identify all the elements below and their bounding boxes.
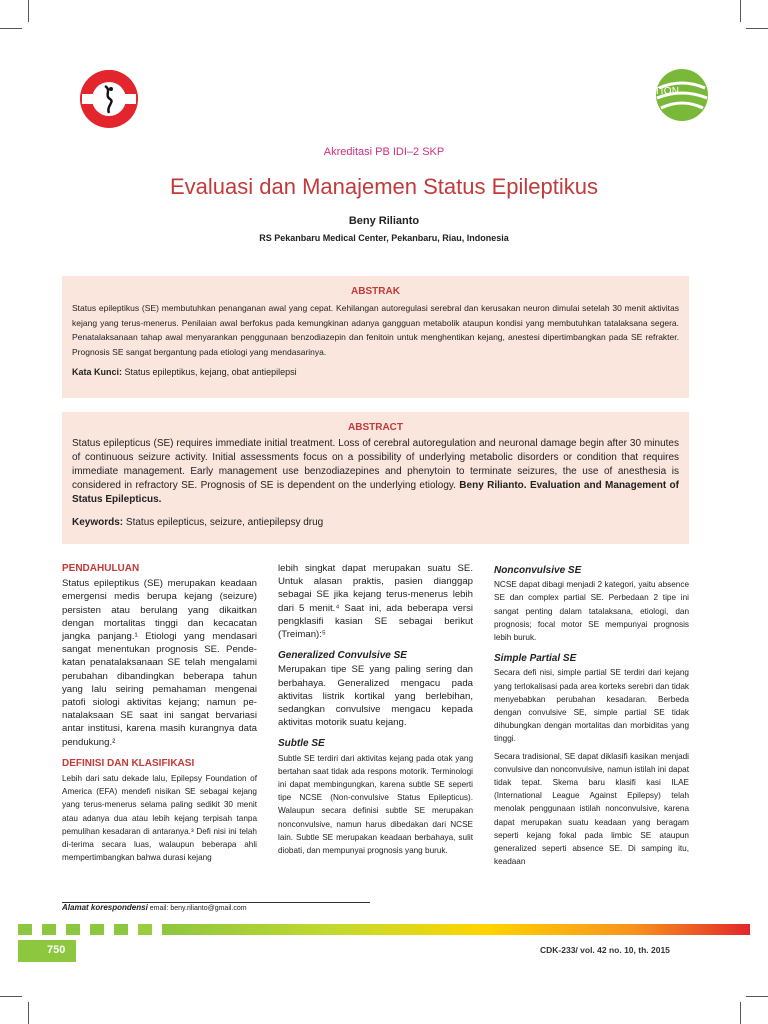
keywords-text: Status epilepticus, seizure, antiepilepsy drug (123, 517, 324, 528)
correspondence-label: Alamat korespondensi (62, 903, 148, 912)
paragraph: Lebih dari satu dekade lalu, Epilepsy Foundation of America (EFA) mendefi nisikan SE sebagai kejang yang terus-menerus selama paling sedikit 30 menit atau adanya dua atau lebih kejang terpisah tanpa pemulihan kesadaran di antaranya.³ Defi nisi ini telah di-terima secara luas, walaupun beberapa ahli mempertimbangkan bahwa durasi kejang (62, 774, 257, 863)
paragraph: lebih singkat dapat merupakan suatu SE. Untuk alasan praktis, pasien dianggap sebagai SE jika kejang terus-menerus lebih dari 5 menit.⁴ Saat ini, ada beberapa versi pengklasifi kasian SE sebagai berikut (Treiman):⁵ (278, 563, 473, 641)
abstrak-keywords (72, 367, 679, 377)
crop-mark (740, 1002, 741, 1024)
author-name: Beny Rilianto (348, 215, 420, 227)
abstrak-box (62, 276, 689, 398)
crop-mark (746, 996, 768, 997)
abstract-text: Status epilepticus (SE) requires immediate initial treatment. Loss of cerebral autoregulation and neuronal damage begin after 30 minutes of continuous seizure activity. Initial assessments focus on a possibility of underlying metabolic disorders or condition that requires immediate management. Early management use benzodiazepines and phenytoin to terminate seizures, the use of anesthesia is considered in refractory SE. Prognosis of SE is dependent on the underlying etiology. (72, 438, 679, 491)
abstract-keywords (72, 517, 679, 528)
correspondence-note (62, 903, 247, 912)
crop-mark (0, 996, 22, 997)
crop-mark (0, 28, 22, 29)
footer-color-stripe (18, 924, 750, 935)
paragraph: NCSE dapat dibagi menjadi 2 kategori, yaitu absence SE dan complex partial SE. Perbedaan 2 tipe ini sangat penting dalam tatalaksana, etiologi, dan prognosis; focal motor SE mempunyai prognosis lebih buruk. (494, 580, 689, 643)
abstract-citation: Beny Rilianto. Evaluation and Management of Status Epilepticus. (72, 480, 679, 505)
crop-mark (28, 0, 29, 22)
crop-mark (746, 28, 768, 29)
abstrak-body: Status epileptikus (SE) membutuhkan penanganan awal yang cepat. Kehilangan autoregulasi serebral dan kerusakan neuron dimulai setelah 30 menit aktivitas kejang yang terus-menerus. Penilaian awal berfokus pada kemungkinan adanya gangguan metabolik ataupun kondisi yang membutuhkan tatalaksana segera. Penatalaksanaan tahap awal menyarankan penggunaan benzodiazepin dan fenitoin untuk menghentikan kejang, anestesi dipertimbangkan pada SE refrakter. Prognosis SE sangat bergantung pada etiologi yang mendasarinya. (72, 303, 679, 357)
abstract-heading: ABSTRACT (348, 422, 403, 433)
correspondence-email[interactable]: email: beny.rilianto@gmail.com (147, 905, 247, 912)
paragraph: Status epileptikus (SE) merupakan keadaan emergensi medis berupa kejang (seizure) persisten atau berulang yang dikaitkan dengan mortalitas tinggi dan kecacatan jangka panjang.¹ Etiologi yang mendasari sangat menentukan prognosis SE. Pende-katan penatalaksanaan SE telah mengalami perubahan dibandingkan beberapa tahun yang lalu seiring pemahaman mengenai patofi siologi aktivitas kejang; namun pe-natalaksaan SE saat ini sangat bervariasi antar institusi, karena masih kurangnya data pendukung.² (62, 578, 257, 748)
page-number: 750 (18, 940, 76, 962)
journal-citation: CDK-233/ vol. 42 no. 10, th. 2015 (540, 945, 670, 955)
abstract-body (72, 437, 679, 507)
subheading-subtle: Subtle SE (278, 738, 325, 750)
paragraph: Merupakan tipe SE yang paling sering dan berbahaya. Generalized mengacu pada aktivitas listrik kortikal yang berlebihan, sedangkan convulsive mengacu kepada aktivitas motorik suatu kejang. (278, 664, 473, 729)
text-column-2 (278, 562, 473, 861)
section-heading-definisi: DEFINISI DAN KLASIFIKASI (62, 757, 195, 769)
journal-logo-icon (78, 68, 140, 130)
subheading-simple-partial: Simple Partial SE (494, 653, 577, 665)
text-column-1 (62, 562, 257, 868)
keywords-label: Kata Kunci: (72, 367, 123, 378)
abstract-box (62, 412, 689, 544)
paragraph: Subtle SE terdiri dari aktivitas kejang pada otak yang bertahan saat tidak ada respons motorik. Terminologi ini dapat membingungkan, karena subtle SE seperti tipe NCSE (Non-convulsive Status Epilepticus). Walaupun secara definisi subtle SE merupakan nonconvulsive, namun harus dibedakan dari NCSE lain. Subtle SE merupakan keadaan berbahaya, sulit diobati, dan mempunyai prognosis yang buruk. (278, 753, 473, 856)
text-column-3 (494, 562, 689, 872)
subheading-nonconvulsive: Nonconvulsive SE (494, 565, 582, 576)
subheading-generalized: Generalized Convulsive SE (278, 650, 407, 662)
section-heading-pendahuluan: PENDAHULUAN (62, 563, 140, 574)
article-title: Evaluasi dan Manajemen Status Epileptikus (169, 174, 599, 199)
keywords-label: Keywords: (72, 517, 124, 528)
crop-mark (28, 1002, 29, 1024)
abstrak-heading: ABSTRAK (351, 286, 400, 297)
paragraph: Secara tradisional, SE dapat diklasifi kasikan menjadi convulsive dan nonconvulsive, namun istilah ini dapat tidak tepat. Skema baru klasifi kasi ILAE (International League Against Epilepsy) telah menolak penggunaan istilah nonconvulsive, karena dapat merupakan suatu keadaan yang beragam seperti kejang fokal pada limbic SE ataupun generalized seperti absence SE. Di samping itu, keadaan (494, 751, 689, 867)
paragraph: Secara defi nisi, simple partial SE terdiri dari kejang yang terlokalisasi pada area korteks serebri dan tidak menyebabkan perubahan kesadaran. Berbeda dengan convulsive SE, simple partial SE tidak dihubungkan dengan mortalitas dan morbiditas yang tinggi. (494, 668, 689, 744)
logo-text: ATION (648, 86, 680, 97)
author-affiliation: RS Pekanbaru Medical Center, Pekanbaru, Riau, Indonesia (259, 233, 509, 243)
keywords-text: Status epileptikus, kejang, obat antiepilepsi (122, 367, 297, 378)
accreditation-label: Akreditasi PB IDI–2 SKP (323, 146, 445, 158)
crop-mark (740, 0, 741, 22)
